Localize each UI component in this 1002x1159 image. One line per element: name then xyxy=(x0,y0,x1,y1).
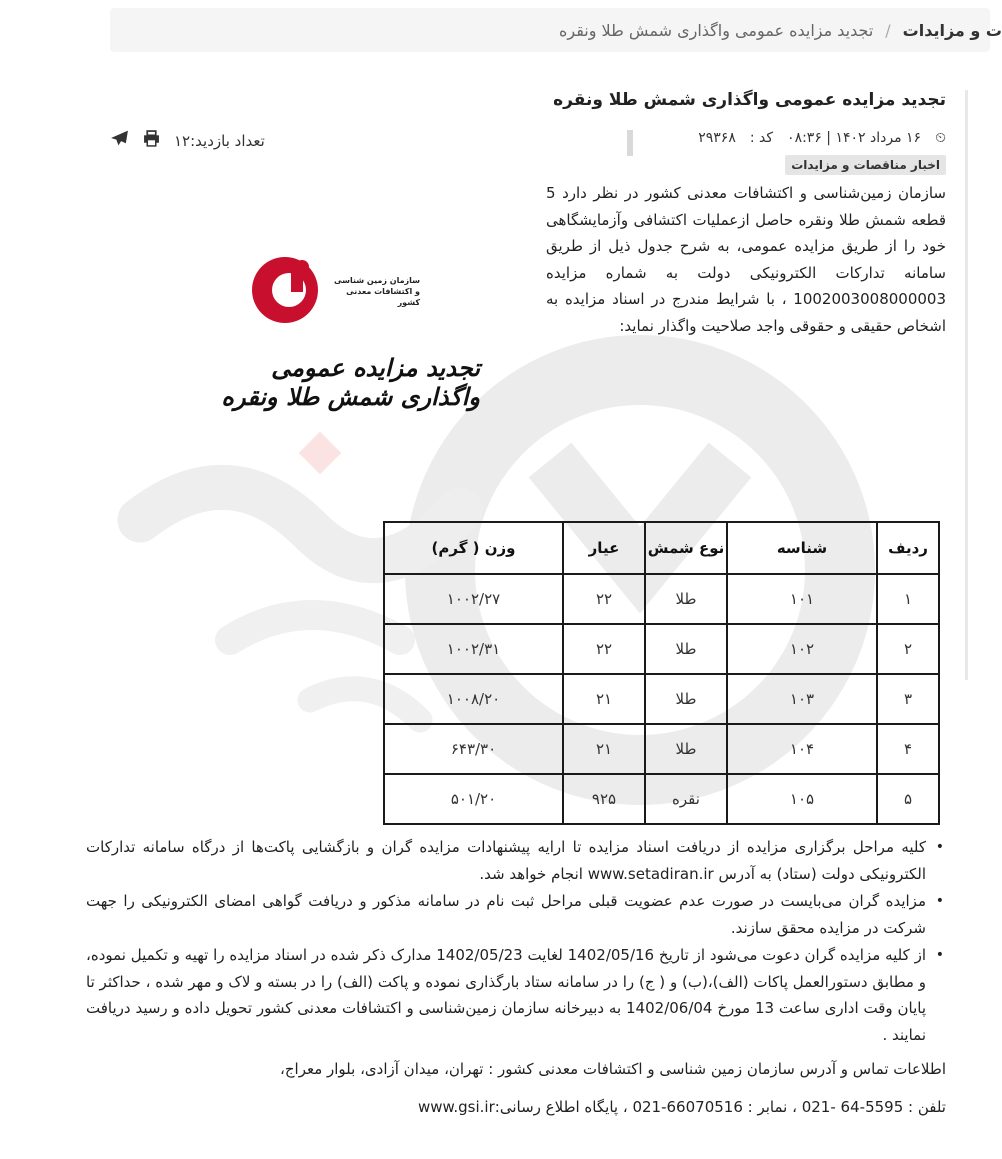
header-type: نوع شمش xyxy=(645,522,727,574)
cell-id: ۱۰۲ xyxy=(727,624,877,674)
breadcrumb-separator: / xyxy=(885,20,891,40)
condition-item: • از کلیه مزایده گران دعوت می‌شود از تاریخ 1402/05/16 لغایت 1402/05/23 مدارک ذکر شده در اسناد مزایده را تهیه و تکمیل نموده، و مطابق دستورالعمل پاکات (الف)،(ب) و ( ج) را در سامانه ستاد بارگذاری نموده و پاکت (الف) را در بسته و لاک و مهر شده ، حداکثر تا پایان وقت اداری ساعت 13 مورخ 1402/06/04 به دبیرخانه سازمان زمین‌شناسی و اکتشافات معدنی کشور تحویل داده و رسید دریافت نمایند . xyxy=(86,942,926,1048)
print-icon[interactable] xyxy=(143,130,160,152)
article-title: تجدید مزایده عمومی واگذاری شمش طلا ونقره xyxy=(553,90,946,110)
breadcrumb xyxy=(110,8,1002,52)
logo-org-line1: سازمان زمین شناسی xyxy=(334,276,420,285)
clock-icon: ⏲ xyxy=(935,130,946,146)
table-row xyxy=(384,624,939,674)
cell-type: طلا xyxy=(645,724,727,774)
conditions-list xyxy=(86,834,946,1049)
cell-row-number: ۵ xyxy=(877,774,939,824)
table-header-row xyxy=(384,522,939,574)
category-badge[interactable]: اخبار مناقصات و مزایدات xyxy=(785,155,946,175)
cell-weight: ۱۰۰۲/۲۷ xyxy=(384,574,563,624)
cell-id: ۱۰۱ xyxy=(727,574,877,624)
cell-weight: ۵۰۱/۲۰ xyxy=(384,774,563,824)
table-row xyxy=(384,724,939,774)
logo-org-line2: و اکتشافات معدنی کشور xyxy=(346,287,420,307)
gsi-logo-icon xyxy=(245,250,325,330)
cell-type: نقره xyxy=(645,774,727,824)
cell-weight: ۶۴۳/۳۰ xyxy=(384,724,563,774)
lots-table xyxy=(383,521,940,825)
cell-purity: ۲۲ xyxy=(563,574,645,624)
contact-info: اطلاعات تماس و آدرس سازمان زمین شناسی و اکتشافات معدنی کشور : تهران، میدان آزادی، بلوار معراج، xyxy=(280,1060,946,1078)
cell-purity: ۹۲۵ xyxy=(563,774,645,824)
cell-id: ۱۰۳ xyxy=(727,674,877,724)
breadcrumb-current: تجدید مزایده عمومی واگذاری شمش طلا ونقره xyxy=(558,20,874,40)
visits-bar xyxy=(110,129,265,152)
cell-type: طلا xyxy=(645,574,727,624)
article-intro: سازمان زمین‌شناسی و اکتشافات معدنی کشور در نظر دارد 5 قطعه شمش طلا ونقره حاصل ازعملیات اکتشافی وآزمایشگاهی خود را از طریق مزایده عمومی، به شرح جدول ذیل از طریق سامانه تدارکات الکترونیکی دولت به شماره مزایده 1002003008000003 ، با شرایط مندرج در اسناد مزایده به اشخاص حقیقی و حقوقی واجد صلاحیت واگذار نماید: xyxy=(546,184,946,335)
cell-weight: ۱۰۰۲/۳۱ xyxy=(384,624,563,674)
visits-label: تعداد بازدید: xyxy=(190,131,265,150)
cell-type: طلا xyxy=(645,674,727,724)
cell-row-number: ۳ xyxy=(877,674,939,724)
cell-purity: ۲۱ xyxy=(563,724,645,774)
cell-row-number: ۴ xyxy=(877,724,939,774)
meta-divider xyxy=(627,130,633,156)
phone-info: تلفن : 5595-64 -021 ، نمابر : 66070516-021 ، پایگاه اطلاع رسانی:www.gsi.ir xyxy=(417,1098,946,1116)
visits-counter xyxy=(174,132,265,150)
table-row xyxy=(384,574,939,624)
right-edge-divider xyxy=(965,90,968,680)
header-weight: وزن ( گرم) xyxy=(384,522,563,574)
cell-row-number: ۱ xyxy=(877,574,939,624)
logo-calligraphy: تجدید مزایده عمومی واگذاری شمش طلا ونقره xyxy=(221,353,480,411)
article-date: ۱۶ مرداد ۱۴۰۲ | ۰۸:۳۶ xyxy=(787,130,922,146)
announcement-image xyxy=(200,245,500,411)
cell-purity: ۲۲ xyxy=(563,624,645,674)
condition-item: • کلیه مراحل برگزاری مزایده از دریافت اسناد مزایده تا ارایه پیشنهادات مزایده گران و بازگشایی پاکت‌ها از درگاه سامانه تدارکات الکترونیکی دولت (ستاد) به آدرس www.setadiran.ir انجام خواهد شد. xyxy=(86,834,926,887)
cell-type: طلا xyxy=(645,624,727,674)
cell-weight: ۱۰۰۸/۲۰ xyxy=(384,674,563,724)
table-row xyxy=(384,774,939,824)
header-id: شناسه xyxy=(727,522,877,574)
logo-org-name xyxy=(330,275,420,308)
article-meta xyxy=(698,130,946,146)
article-code: ۲۹۳۶۸ xyxy=(698,130,736,146)
header-row-number: ردیف xyxy=(877,522,939,574)
breadcrumb-parent-link[interactable]: ت و مزایدات xyxy=(902,20,1002,40)
cell-id: ۱۰۵ xyxy=(727,774,877,824)
header-purity: عیار xyxy=(563,522,645,574)
cell-id: ۱۰۴ xyxy=(727,724,877,774)
article-code-label: کد : xyxy=(749,130,774,146)
cell-row-number: ۲ xyxy=(877,624,939,674)
cell-purity: ۲۱ xyxy=(563,674,645,724)
condition-item: • مزایده گران می‌بایست در صورت عدم عضویت قبلی مراحل ثبت نام در سامانه مذکور و دریافت گواهی امضای الکترونیکی را جهت شرکت در مزایده محقق سازند. xyxy=(86,888,926,941)
table-row xyxy=(384,674,939,724)
send-icon[interactable] xyxy=(110,129,129,152)
visits-value: ۱۲ xyxy=(174,131,191,150)
